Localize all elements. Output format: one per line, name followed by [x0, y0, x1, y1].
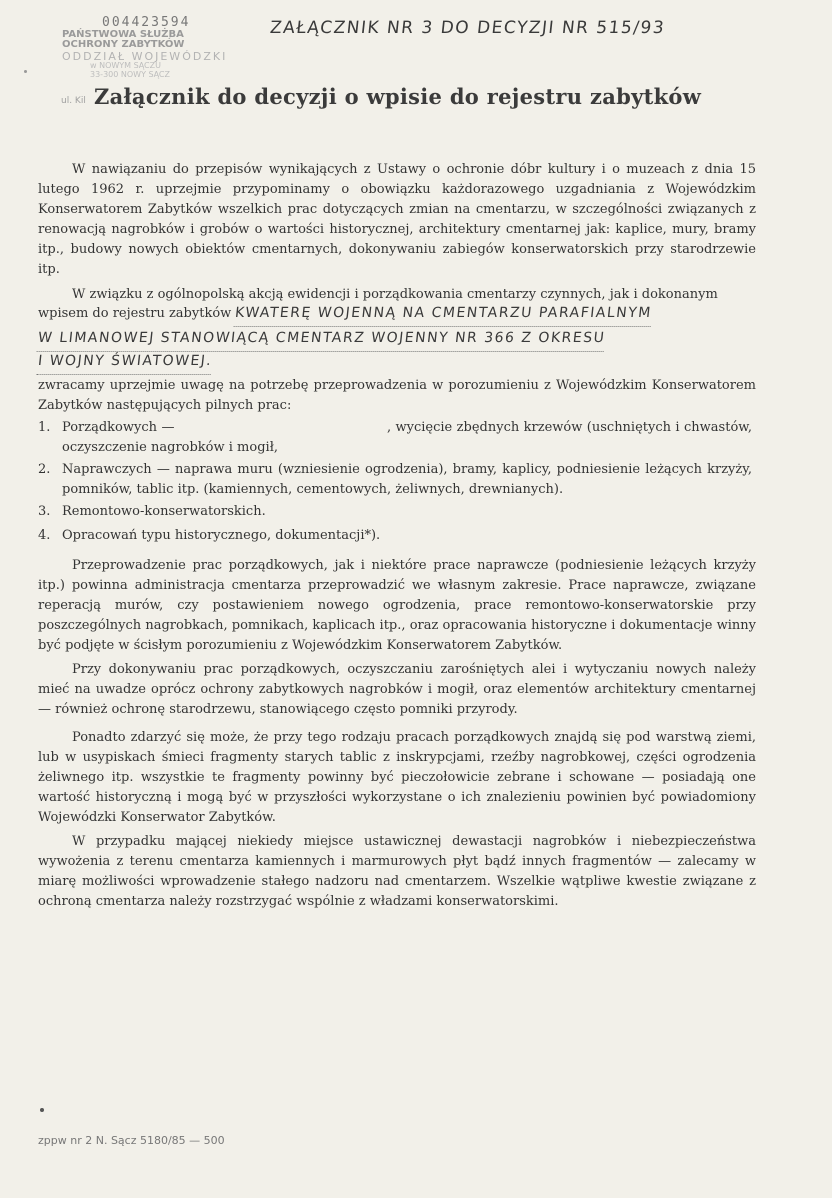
- handwritten-object-line-3: I WOJNY ŚWIATOWEJ.: [37, 348, 214, 375]
- printer-footer: zppw nr 2 N. Sącz 5180/85 — 500: [38, 1134, 225, 1147]
- paragraph-2-rest-text: zwracamy uprzejmie uwagę na potrzebę przeprowadzenia w porozumieniu z Wojewódzkim Konserwatorem Zabytków następujących pilnych prac:: [38, 378, 756, 413]
- ink-dot: [40, 1108, 44, 1112]
- paragraph-6: [38, 832, 756, 912]
- list-number: 2.: [38, 462, 51, 477]
- list-item-2: [38, 460, 756, 500]
- stamp-number: 004423594: [102, 15, 191, 30]
- list-item-1: [38, 418, 756, 458]
- list-number: 4.: [38, 528, 51, 543]
- handwritten-object-line-1: KWATERĘ WOJENNĄ NA CMENTARZU PARAFIALNYM: [234, 300, 654, 327]
- fill-line-1: [38, 300, 756, 327]
- stamp-line-1: PAŃSTWOWA SŁUŻBA OCHRONY ZABYTKÓW: [62, 28, 185, 51]
- paragraph-3-text: Przeprowadzenie prac porządkowych, jak i niektóre prace naprawcze (podniesienie leżących krzyży itp.) powinna administracja cmentarza przeprowadzić we własnym zakresie. Prace naprawcze, związane reperacją murów, czy postawieniem nowego ogrodzenia, prace remontowo-konserwatorskie przy poszczególnych nagrobkach, pomnikach, kaplicach itp., oraz opracowania historyczne i dokumentacje winny być podjęte w ścisłym porozumieniu z Wojewódzkim Konserwatorem Zabytków.: [38, 558, 756, 653]
- list-number: 3.: [38, 504, 51, 519]
- paragraph-5-text: Ponadto zdarzyć się może, że przy tego rodzaju pracach porządkowych znajdą się pod warstwą ziemi, lub w usypiskach śmieci fragmenty starych tablic z inskrypcjami, rzeźby nagrobkowej, części ogrodzenia żeliwnego itp. wszystkie te fragmenty powinny być pieczołowicie zebrane i schowane — posiadają one wartość historyczną i mogą być w przyszłości wykorzystane o ich znalezieniu powinien być powiadomiony Wojewódzki Konserwator Zabytków.: [38, 730, 756, 825]
- list-item-4: [38, 526, 756, 546]
- paragraph-4-text: Przy dokonywaniu prac porządkowych, oczyszczaniu zarośniętych alei i wytyczaniu nowych należy mieć na uwadze oprócz ochrony zabytkowych nagrobków i mogił, oraz elementów architektury cmentarnej — również ochronę starodrzewu, stanowiącego często pomniki przyrody.: [38, 662, 756, 717]
- office-stamp: [62, 16, 242, 79]
- handwritten-header: ZAŁĄCZNIK NR 3 DO DECYZJI NR 515/93: [268, 18, 667, 38]
- handwritten-object-line-2: W LIMANOWEJ STANOWIĄCĄ CMENTARZ WOJENNY NR 366 Z OKRESU: [37, 325, 607, 352]
- paragraph-2-rest: [38, 376, 756, 416]
- list-number: 1.: [38, 420, 51, 435]
- registry-prefix: wpisem do rejestru zabytków: [38, 306, 232, 321]
- stamp-line-3: w NOWYM SĄCZU: [90, 61, 161, 71]
- stamp-line-4: 33-300 NOWY SĄCZ: [90, 69, 170, 79]
- fill-line-3: [38, 348, 756, 375]
- list-item-3: [38, 502, 756, 522]
- document-title: Załącznik do decyzji o wpisie do rejestru zabytków: [94, 84, 702, 109]
- stamp-street: ul. Kil: [61, 96, 86, 106]
- list-text: Naprawczych — naprawa muru (wzniesienie ogrodzenia), bramy, kaplicy, podniesienie leżących krzyży, pomników, tablic itp. (kamiennych, cementowych, żeliwnych, drewnianych).: [62, 462, 752, 497]
- paragraph-1: [38, 160, 756, 280]
- list-text: Remontowo-konserwatorskich.: [62, 504, 266, 519]
- paragraph-2-intro-text: W związku z ogólnopolską akcją ewidencji i porządkowania cmentarzy czynnych, jak i dokonanym: [72, 287, 718, 302]
- paragraph-6-text: W przypadku mającej niekiedy miejsce ustawicznej dewastacji nagrobków i niebezpieczeństwa wywożenia z terenu cmentarza kamiennych i marmurowych płyt bądź innych fragmentów — zalecamy w miarę możliwości wprowadzenie stałego nadzoru nad cmentarzem. Wszelkie wątpliwe kwestie związane z ochroną cmentarza należy rozstrzygać wspólnie z władzami konserwatorskimi.: [38, 834, 756, 909]
- paragraph-3: [38, 556, 756, 656]
- paragraph-1-text: W nawiązaniu do przepisów wynikających z Ustawy o ochronie dóbr kultury i o muzeach z dnia 15 lutego 1962 r. uprzejmie przypominamy o obowiązku każdorazowego uzgadniania z Wojewódzkim Konserwatorem Zabytków wszelkich prac dotyczących zmian na cmentarzu, w szczególności związanych z renowacją nagrobków i grobów o wartości historycznej, architektury cmentarnej jak: kaplice, mury, bramy itp., budowy nowych obiektów cmentarnych, dokonywaniu zabiegów konserwatorskich przy starodrzewie itp.: [38, 162, 756, 277]
- stamp-line-2: ODDZIAŁ WOJEWÓDZKI: [62, 49, 228, 63]
- paragraph-5: [38, 728, 756, 828]
- list-text: Porządkowych — , wycięcie zbędnych krzewów (uschniętych i chwastów, oczyszczenie nagrobków i mogił,: [62, 420, 757, 455]
- paragraph-4: [38, 660, 756, 720]
- list-text: Opracowań typu historycznego, dokumentacji*).: [62, 528, 381, 543]
- ink-dot: [24, 70, 27, 73]
